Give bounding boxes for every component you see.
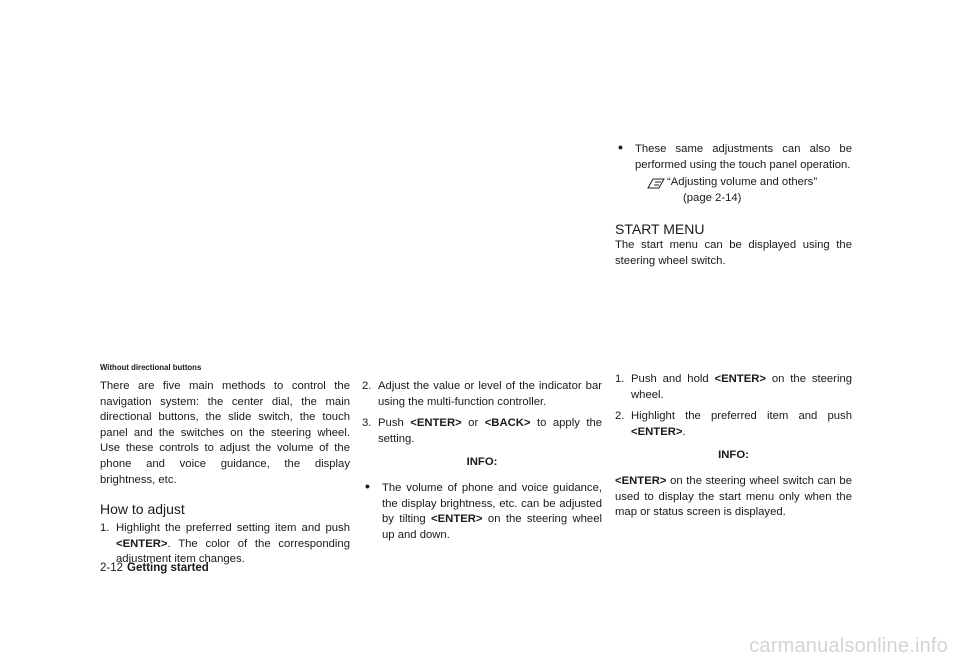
reference-title: “Adjusting volume and others” [667,176,818,189]
info-bullet [362,477,602,543]
reference-page: (page 2-14) [683,191,742,204]
touch-panel-text: These same adjustments can also be performed using the touch panel operation. [635,143,852,171]
column-middle [362,379,602,543]
step-text: Push <ENTER> or <BACK> to apply the setting. [378,417,603,445]
heading-start-menu: START MENU [615,221,705,238]
touch-panel-bullet [615,139,852,206]
heading-how-to-adjust: How to adjust [100,501,185,518]
figure-caption: Without directional buttons [100,363,202,372]
enter-key: <ENTER> [615,474,667,487]
start-step-2 [615,409,852,440]
page-number: 2-12 [100,562,124,574]
info-label-2: INFO: [718,449,749,462]
page-footer [100,562,209,574]
step-number: 1. [615,373,625,385]
start-step-1 [615,372,852,403]
enter-key: <ENTER> [431,513,483,526]
column-right-top [615,139,852,270]
enter-key: <ENTER> [116,537,168,550]
page-reference [635,175,852,206]
bullet-dot: • [365,477,370,494]
enter-key: <ENTER> [714,373,766,385]
step-number: 2. [615,410,625,423]
enter-key: <ENTER> [410,417,462,430]
back-key: <BACK> [484,417,531,430]
bullet-dot: • [618,139,623,155]
step-2 [362,379,602,410]
info-label: INFO: [466,456,498,469]
step-number: 2. [362,380,372,392]
info-bullet-text: The volume of phone and voice guidance, the display brightness, etc. can be adjusted by tilting <ENTER> on the steering wheel up and down. [382,481,602,541]
step-1 [100,521,350,568]
step-number: 3. [362,417,372,430]
column-right-bottom [615,372,852,521]
info-2-text: <ENTER> on the steering wheel switch can be used to display the start menu only when the map or status screen is displayed. [615,474,852,519]
step-text: Highlight the preferred item and push <ENTER>. [631,410,852,438]
enter-key: <ENTER> [631,425,683,438]
start-menu-description: The start menu can be displayed using the steering wheel switch. [615,239,852,267]
reference-icon [647,177,665,189]
step-number: 1. [100,522,110,535]
step-text: Highlight the preferred setting item and push <ENTER>. The color of the corresponding adjustment item changes. [116,522,350,566]
step-3 [362,416,602,447]
step-text: Adjust the value or level of the indicator bar using the multi-function controller. [378,380,602,408]
column-left [100,379,350,574]
intro-paragraph: There are five main methods to control the navigation system: the center dial, the main directional buttons, the slide switch, the touch panel and the switches on the steering wheel. Use these controls to adjust the volume of the phone and voice guidance, the display brightness, etc. [100,380,350,486]
watermark: carmanualsonline.info [749,635,948,657]
section-title: Getting started [127,562,209,574]
step-text: Push and hold <ENTER> on the steering wheel. [631,373,853,401]
